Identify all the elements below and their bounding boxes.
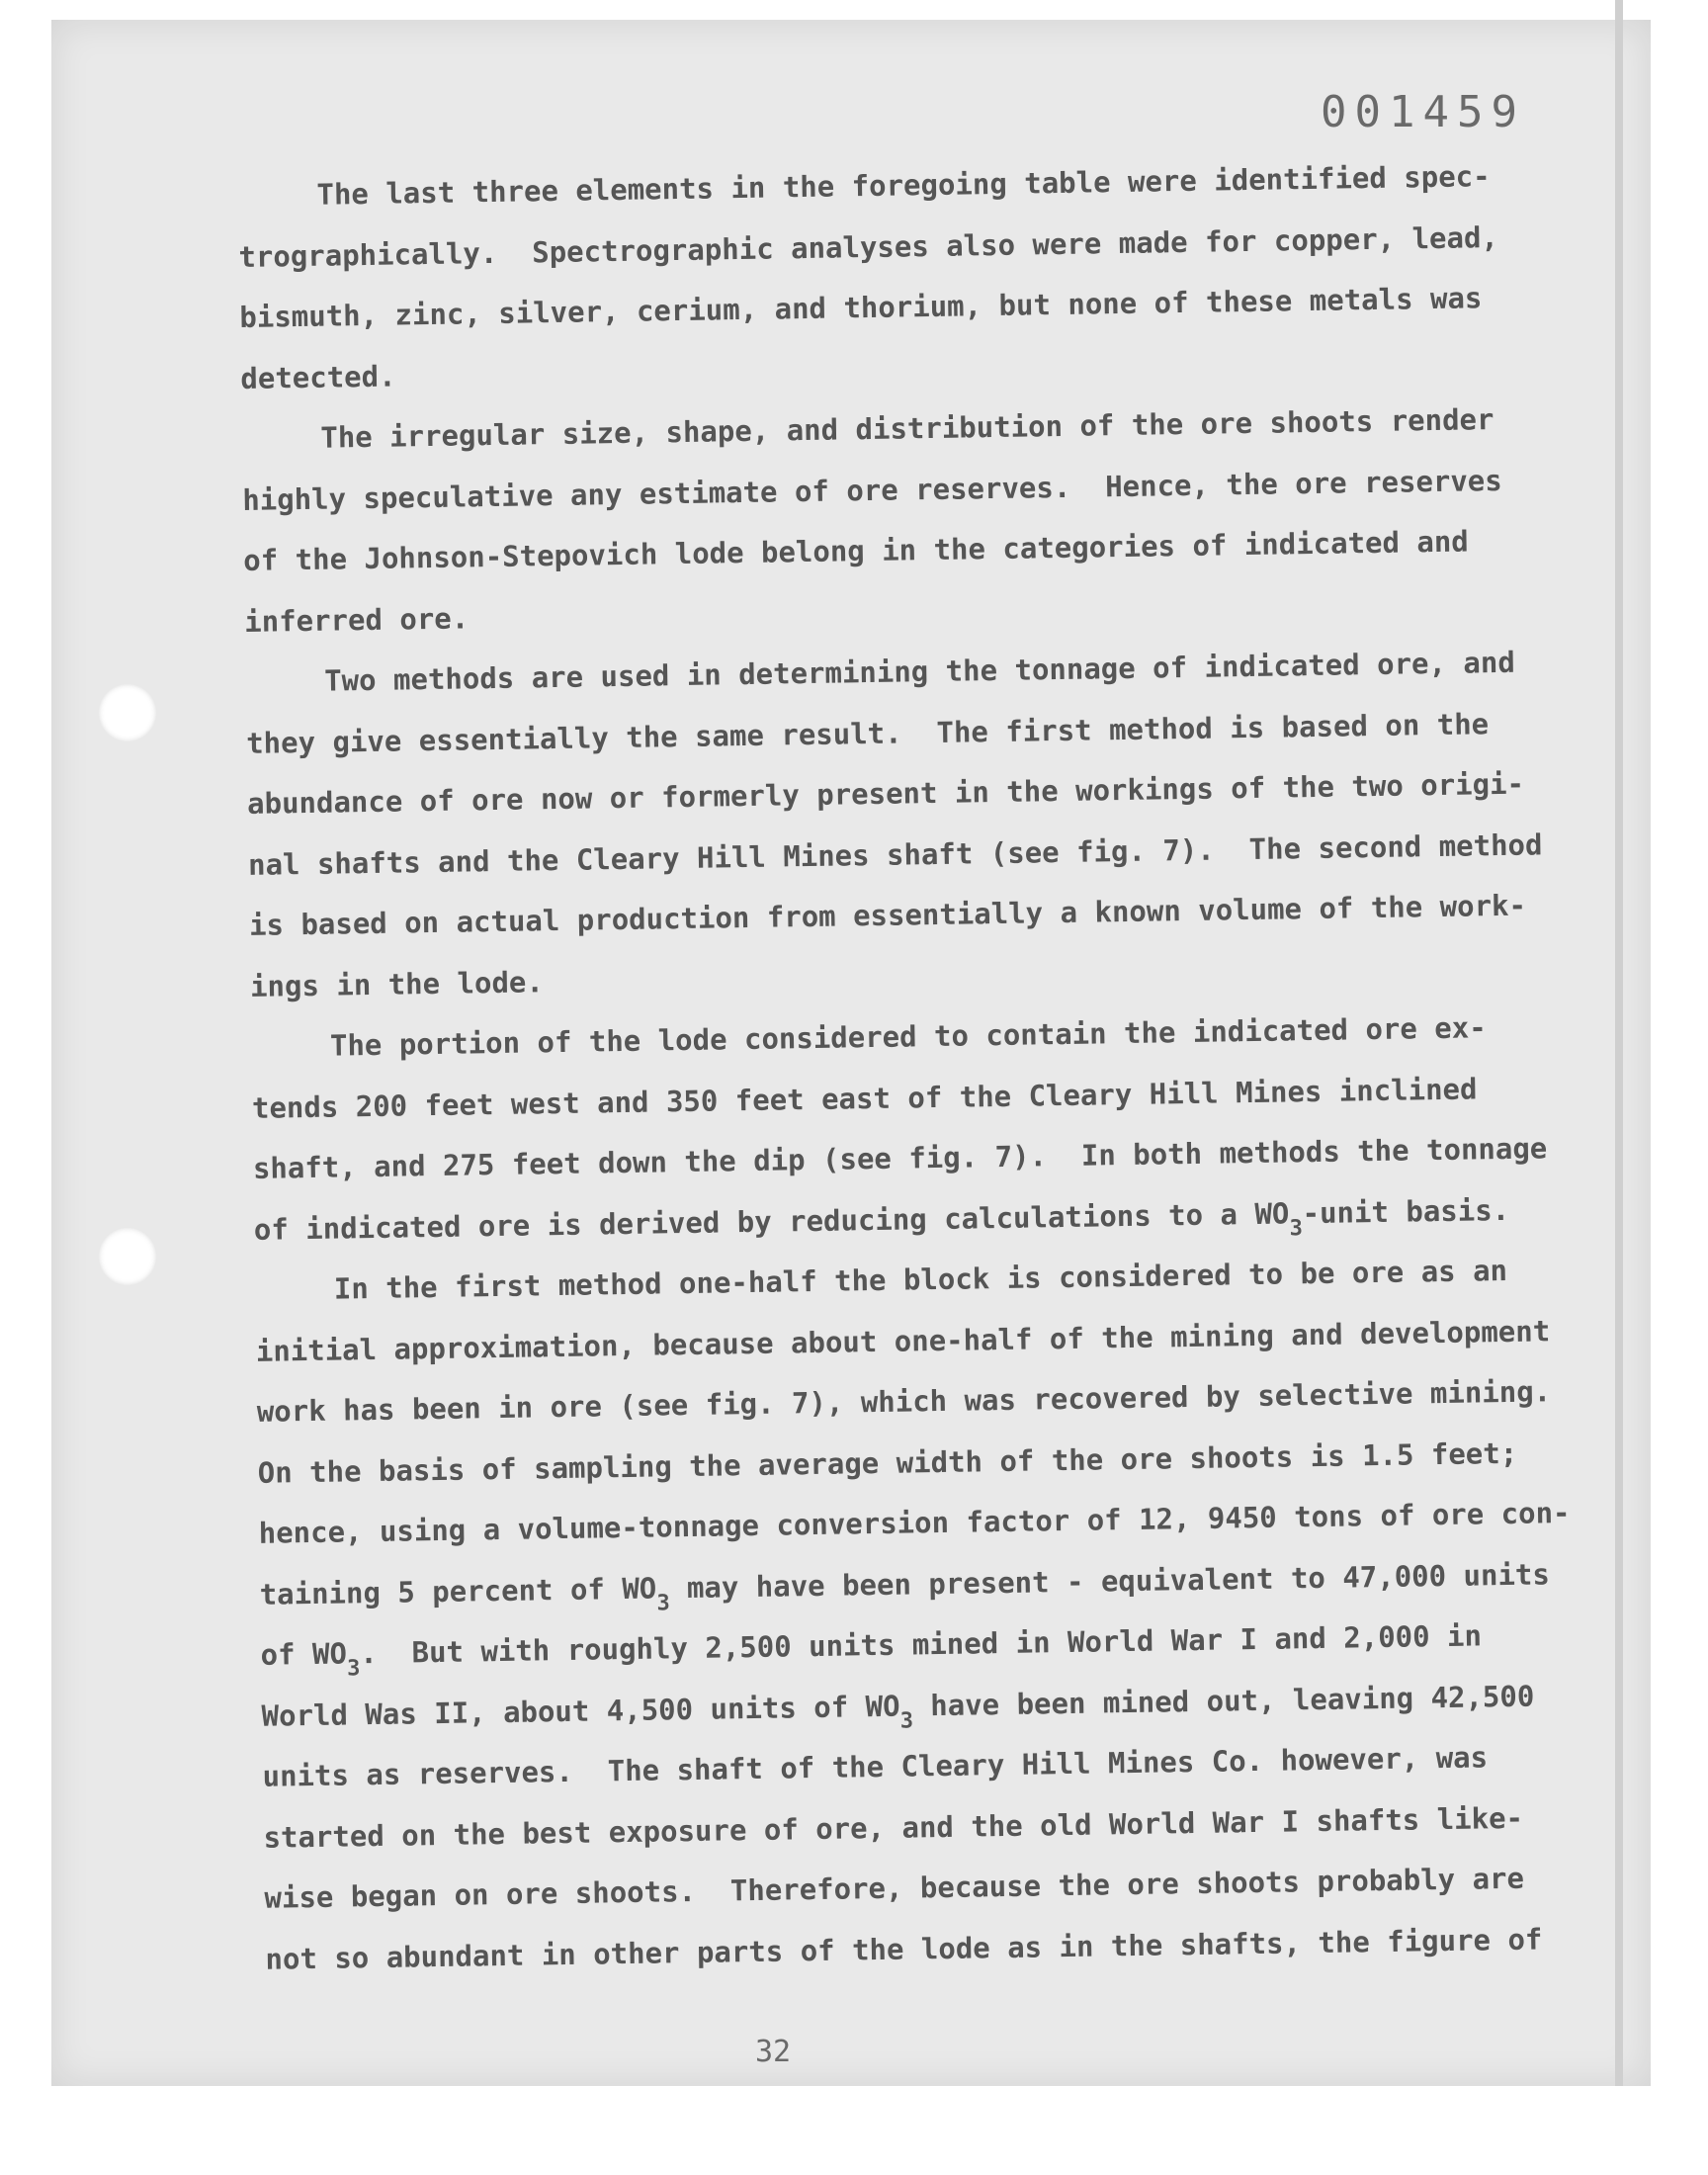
text-segment: have been mined out, leaving 42,500	[912, 1679, 1535, 1722]
page-number: 32	[755, 2035, 792, 2069]
text-line: The irregular size, shape, and distribution of the ore shoots render	[320, 402, 1494, 455]
text-line: inferred ore.	[243, 600, 470, 639]
subscript: 3	[899, 1707, 914, 1734]
subscript: 3	[656, 1590, 670, 1616]
text-line: shaft, and 275 feet down the dip (see fig. 7). In both methods the tonnage	[252, 1131, 1548, 1185]
text-line: The portion of the lode considered to contain the indicated ore ex-	[329, 1010, 1487, 1063]
subscript: 3	[1289, 1215, 1304, 1241]
document-stamp-number: 001459	[1321, 87, 1525, 137]
text-line: nal shafts and the Cleary Hill Mines shaft (see fig. 7). The second method	[247, 826, 1543, 882]
page-edge	[1615, 0, 1623, 2086]
text-segment: -unit basis.	[1302, 1192, 1510, 1230]
text-line: initial approximation, because about one-half of the mining and development	[255, 1313, 1551, 1368]
text-segment: World Was II, about 4,500 units of WO	[261, 1689, 900, 1733]
text-segment: may have been present - equivalent to 47,000 units	[669, 1556, 1551, 1605]
subscript: 3	[347, 1656, 361, 1682]
text-line: trographically. Spectrographic analyses also were made for copper, lead,	[238, 219, 1499, 274]
text-line: detected.	[240, 359, 396, 395]
text-line: of the Johnson-Stepovich lode belong in the categories of indicated and	[243, 524, 1470, 577]
text-line: units as reserves. The shaft of the Cleary Hill Mines Co. however, was	[262, 1740, 1489, 1793]
text-segment: taining 5 percent of WO	[259, 1571, 657, 1611]
text-line: wise began on ore shoots. Therefore, because the ore shoots probably are	[264, 1861, 1525, 1915]
text-line: is based on actual production from essentially a known volume of the work-	[248, 888, 1527, 942]
text-line: not so abundant in other parts of the lode as in the shafts, the figure of	[265, 1921, 1543, 1976]
body-text	[237, 145, 1571, 1989]
punch-hole-bottom	[99, 1228, 156, 1285]
text-line: bismuth, zinc, silver, cerium, and thorium, but none of these metals was	[239, 281, 1483, 334]
text-segment: . But with roughly 2,500 units mined in World War I and 2,000 in	[359, 1618, 1483, 1671]
text-line: ings in the lode.	[249, 964, 545, 1003]
text-line: they give essentially the same result. The first method is based on the	[245, 706, 1490, 760]
scan-margin	[0, 2086, 1708, 2175]
text-line: highly speculative any estimate of ore reserves. Hence, the ore reserves	[242, 463, 1502, 517]
punch-hole-top	[99, 684, 156, 741]
text-line: started on the best exposure of ore, and the old World War I shafts like-	[263, 1800, 1524, 1855]
text-line: abundance of ore now or formerly present in the workings of the two origi-	[246, 766, 1525, 821]
text-line: The last three elements in the foregoing table were identified spec-	[316, 159, 1491, 212]
text-line: work has been in ore (see fig. 7), which was recovered by selective mining.	[256, 1374, 1552, 1429]
text-line: In the first method one-half the block is considered to be ore as an	[333, 1253, 1508, 1306]
text-line: Two methods are used in determining the tonnage of indicated ore, and	[323, 645, 1516, 698]
text-segment: of indicated ore is derived by reducing calculations to a WO	[253, 1195, 1290, 1247]
text-line: tends 200 feet west and 350 feet east of the Cleary Hill Mines inclined	[251, 1071, 1478, 1125]
text-line: hence, using a volume-tonnage conversion factor of 12, 9450 tons of ore con-	[258, 1495, 1571, 1550]
text-segment: of WO	[260, 1636, 348, 1672]
text-line: On the basis of sampling the average width of the ore shoots is 1.5 feet;	[257, 1436, 1518, 1490]
